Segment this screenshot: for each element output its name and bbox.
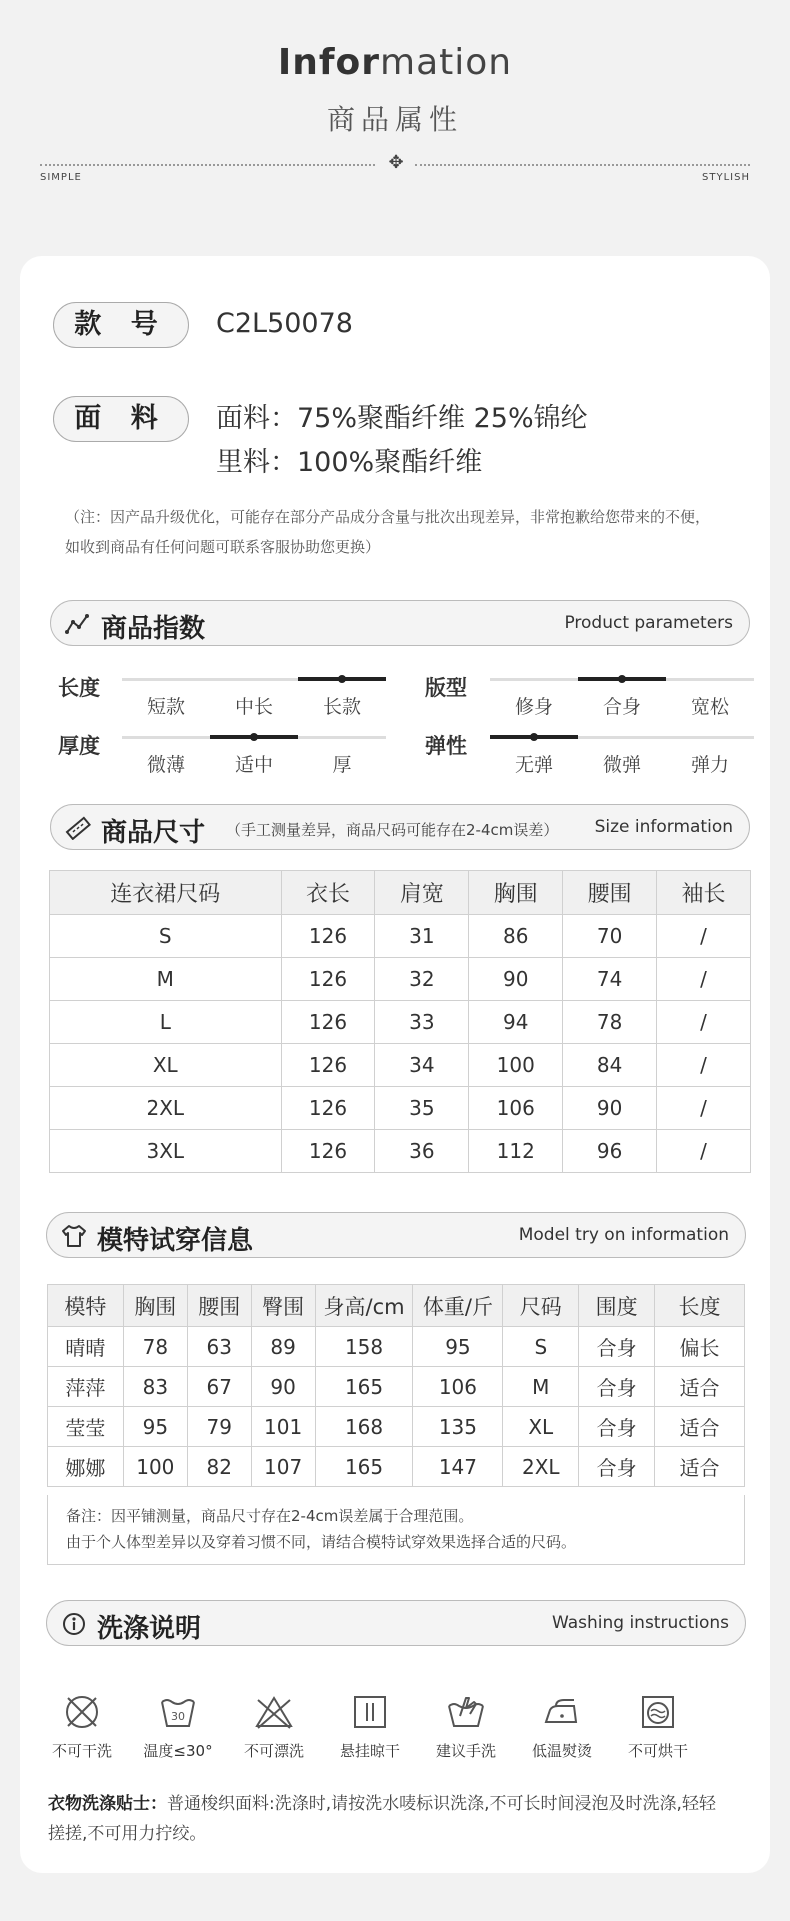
model-cell: 95 [413, 1327, 503, 1367]
wash-30-icon [158, 1692, 198, 1732]
size-cell: 100 [469, 1044, 563, 1087]
hang-dry-icon [350, 1692, 390, 1732]
wash-item-hand-wash [424, 1692, 508, 1761]
model-note-line2: 由于个人体型差异以及穿着习惯不同，请结合模特试穿效果选择合适的尺码。 [66, 1533, 577, 1551]
wash-item-no-tumble-dry [616, 1692, 700, 1761]
model-section-bar [46, 1212, 746, 1258]
param-option: 中长 [234, 696, 273, 718]
size-header-cell: 袖长 [657, 871, 751, 915]
size-cell: L [50, 1001, 282, 1044]
hand-wash-icon [446, 1692, 486, 1732]
wash-tips-text2: 搓搓,不可用力拧绞。 [48, 1824, 207, 1844]
notice-line2: 如收到商品有任何问题可联系客服协助您更换） [65, 538, 381, 556]
wash-item-no-dry-clean [40, 1692, 124, 1761]
size-cell: / [657, 915, 751, 958]
model-cell: 莹莹 [48, 1407, 124, 1447]
model-cell: 合身 [579, 1407, 655, 1447]
model-cell: 萍萍 [48, 1367, 124, 1407]
model-cell: 82 [187, 1447, 251, 1487]
size-cell: XL [50, 1044, 282, 1087]
size-cell: 126 [281, 1044, 375, 1087]
table-row [48, 1407, 745, 1447]
wash-en: Washing instructions [551, 1613, 729, 1633]
table-row [48, 1367, 745, 1407]
size-cell: / [657, 1044, 751, 1087]
size-header-cell: 连衣裙尺码 [50, 871, 282, 915]
size-cell: 126 [281, 915, 375, 958]
model-cell: 165 [315, 1367, 413, 1407]
wash-item-30 [136, 1692, 220, 1761]
params-section-bar [50, 600, 750, 646]
size-cell: 32 [375, 958, 469, 1001]
notice [65, 502, 775, 562]
model-note [47, 1495, 745, 1565]
wash-tips [48, 1789, 758, 1849]
model-header-cell: 体重/斤 [413, 1285, 503, 1327]
info-icon [61, 1612, 87, 1636]
tshirt-icon [61, 1224, 87, 1248]
table-row [48, 1447, 745, 1487]
param-label: 长度 [58, 676, 100, 700]
model-cell: 偏长 [655, 1327, 745, 1367]
page-title [0, 42, 790, 83]
param-marker-dot [338, 675, 346, 683]
wash-label: 不可干洗 [51, 1742, 112, 1760]
model-cell: 合身 [579, 1367, 655, 1407]
model-cell: 107 [251, 1447, 315, 1487]
fabric-line2: 里料：100%聚酯纤维 [216, 447, 483, 478]
model-cell: 83 [123, 1367, 187, 1407]
param-marker-dot [250, 733, 258, 741]
model-header-cell: 尺码 [503, 1285, 579, 1327]
model-cell: XL [503, 1407, 579, 1447]
no-tumble-dry-icon [638, 1692, 678, 1732]
param-option: 无弹 [514, 754, 553, 776]
notice-line1: （注：因产品升级优化，可能存在部分产品成分含量与批次出现差异，非常抱歉给您带来的不便， [65, 508, 711, 526]
param-label: 弹性 [425, 734, 467, 758]
table-row [50, 1044, 751, 1087]
param-label: 版型 [425, 676, 467, 700]
param-option: 微弹 [602, 754, 641, 776]
wash-tips-label: 衣物洗涤贴士： [48, 1794, 167, 1814]
wash-label: 悬挂晾干 [339, 1742, 400, 1760]
wash-section-bar [46, 1600, 746, 1646]
model-cell: 78 [123, 1327, 187, 1367]
model-header-cell: 模特 [48, 1285, 124, 1327]
wash-item-no-bleach [232, 1692, 316, 1761]
model-cell: M [503, 1367, 579, 1407]
wash-title: 洗涤说明 [97, 1614, 202, 1644]
size-cell: 126 [281, 1087, 375, 1130]
size-cell: 2XL [50, 1087, 282, 1130]
model-header-cell: 胸围 [123, 1285, 187, 1327]
trend-line-icon [65, 612, 91, 636]
params-en: Product parameters [564, 613, 733, 633]
size-section-bar [50, 804, 750, 850]
table-row [50, 1001, 751, 1044]
fabric-line1: 面料：75%聚酯纤维 25%锦纶 [216, 403, 588, 434]
param-option: 短款 [146, 696, 185, 718]
model-cell: 晴晴 [48, 1327, 124, 1367]
table-row [48, 1327, 745, 1367]
no-bleach-icon [254, 1692, 294, 1732]
size-header-cell: 胸围 [469, 871, 563, 915]
title-light: mation [380, 42, 513, 83]
wash-label: 温度≤30° [143, 1742, 213, 1760]
stylish-tag: STYLISH [702, 172, 750, 183]
model-cell: 135 [413, 1407, 503, 1447]
model-cell: 101 [251, 1407, 315, 1447]
size-en: Size information [594, 817, 733, 837]
size-cell: 70 [563, 915, 657, 958]
no-dry-clean-icon [62, 1692, 102, 1732]
model-cell: 79 [187, 1407, 251, 1447]
table-row [50, 958, 751, 1001]
size-cell: M [50, 958, 282, 1001]
simple-tag: SIMPLE [40, 172, 82, 183]
model-header-cell: 围度 [579, 1285, 655, 1327]
size-cell: 126 [281, 1001, 375, 1044]
model-header-cell: 臀围 [251, 1285, 315, 1327]
size-cell: 3XL [50, 1130, 282, 1173]
size-cell: / [657, 1087, 751, 1130]
size-cell: 33 [375, 1001, 469, 1044]
divider-left [40, 164, 375, 166]
model-cell: 适合 [655, 1447, 745, 1487]
size-cell: S [50, 915, 282, 958]
param-option: 宽松 [690, 696, 729, 718]
model-cell: 158 [315, 1327, 413, 1367]
model-cell: 106 [413, 1367, 503, 1407]
model-cell: 63 [187, 1327, 251, 1367]
param-label: 厚度 [58, 734, 100, 758]
title-bold: Infor [277, 42, 381, 83]
model-header-cell: 腰围 [187, 1285, 251, 1327]
size-cell: 126 [281, 958, 375, 1001]
model-cell: 147 [413, 1447, 503, 1487]
model-header-cell: 长度 [655, 1285, 745, 1327]
param-option: 适中 [234, 754, 273, 776]
param-marker-dot [530, 733, 538, 741]
model-cell: 适合 [655, 1367, 745, 1407]
params-title: 商品指数 [101, 614, 206, 644]
model-cell: S [503, 1327, 579, 1367]
model-cell: 89 [251, 1327, 315, 1367]
param-marker-dot [618, 675, 626, 683]
param-option: 弹力 [690, 754, 729, 776]
size-cell: 78 [563, 1001, 657, 1044]
ruler-icon [65, 816, 91, 840]
model-cell: 90 [251, 1367, 315, 1407]
size-cell: 36 [375, 1130, 469, 1173]
param-option: 微薄 [146, 754, 185, 776]
wash-label: 不可漂洗 [243, 1742, 304, 1760]
size-cell: 106 [469, 1087, 563, 1130]
size-header-cell: 腰围 [563, 871, 657, 915]
size-cell: 90 [469, 958, 563, 1001]
size-table-body [50, 915, 751, 1173]
size-cell: 126 [281, 1130, 375, 1173]
model-table [47, 1284, 745, 1487]
wash-item-low-iron [520, 1692, 604, 1761]
size-cell: / [657, 958, 751, 1001]
model-en: Model try on information [518, 1225, 729, 1245]
wash-tips-text: 普通梭织面料:洗涤时,请按洗水唛标识洗涤,不可长时间浸泡及时洗涤,轻轻 [167, 1794, 716, 1814]
low-iron-icon [542, 1692, 582, 1732]
model-cell: 适合 [655, 1407, 745, 1447]
size-cell: / [657, 1130, 751, 1173]
size-note: （手工测量差异，商品尺码可能存在2-4cm误差） [226, 821, 559, 839]
size-table-header [50, 871, 751, 915]
size-cell: 84 [563, 1044, 657, 1087]
param-option: 修身 [514, 696, 553, 718]
size-cell: 90 [563, 1087, 657, 1130]
size-cell: / [657, 1001, 751, 1044]
size-cell: 74 [563, 958, 657, 1001]
wash-label: 建议手洗 [435, 1742, 496, 1760]
table-row [50, 915, 751, 958]
size-cell: 96 [563, 1130, 657, 1173]
page-subtitle: 商品属性 [326, 103, 463, 136]
divider-right [415, 164, 750, 166]
model-cell: 165 [315, 1447, 413, 1487]
model-cell: 2XL [503, 1447, 579, 1487]
model-header-cell: 身高/cm [315, 1285, 413, 1327]
model-cell: 合身 [579, 1447, 655, 1487]
wash-label: 低温熨烫 [531, 1742, 592, 1760]
fabric-label: 面 料 [53, 396, 189, 442]
param-option: 厚 [332, 754, 352, 776]
size-title: 商品尺寸 [101, 818, 206, 848]
size-cell: 34 [375, 1044, 469, 1087]
model-cell: 100 [123, 1447, 187, 1487]
param-option: 长款 [322, 696, 361, 718]
size-cell: 86 [469, 915, 563, 958]
table-row [50, 1087, 751, 1130]
crosshair-icon: ✥ [388, 152, 404, 173]
model-cell: 67 [187, 1367, 251, 1407]
param-option: 合身 [602, 696, 641, 718]
style-no-label: 款 号 [53, 302, 189, 348]
model-cell: 娜娜 [48, 1447, 124, 1487]
model-title: 模特试穿信息 [97, 1226, 254, 1256]
size-cell: 94 [469, 1001, 563, 1044]
wash-item-hang-dry [328, 1692, 412, 1761]
model-table-header [48, 1285, 745, 1327]
model-cell: 95 [123, 1407, 187, 1447]
svg-text:30: 30 [171, 1710, 185, 1723]
model-cell: 合身 [579, 1327, 655, 1367]
wash-label: 不可烘干 [627, 1742, 688, 1760]
size-cell: 35 [375, 1087, 469, 1130]
info-card [20, 256, 770, 1873]
size-header-cell: 衣长 [281, 871, 375, 915]
model-table-body [48, 1327, 745, 1487]
style-no-value: C2L50078 [216, 308, 353, 339]
size-cell: 112 [469, 1130, 563, 1173]
size-table [49, 870, 751, 1173]
model-cell: 168 [315, 1407, 413, 1447]
size-header-cell: 肩宽 [375, 871, 469, 915]
size-cell: 31 [375, 915, 469, 958]
model-note-line1: 备注：因平铺测量，商品尺寸存在2-4cm误差属于合理范围。 [66, 1507, 474, 1525]
table-row [50, 1130, 751, 1173]
